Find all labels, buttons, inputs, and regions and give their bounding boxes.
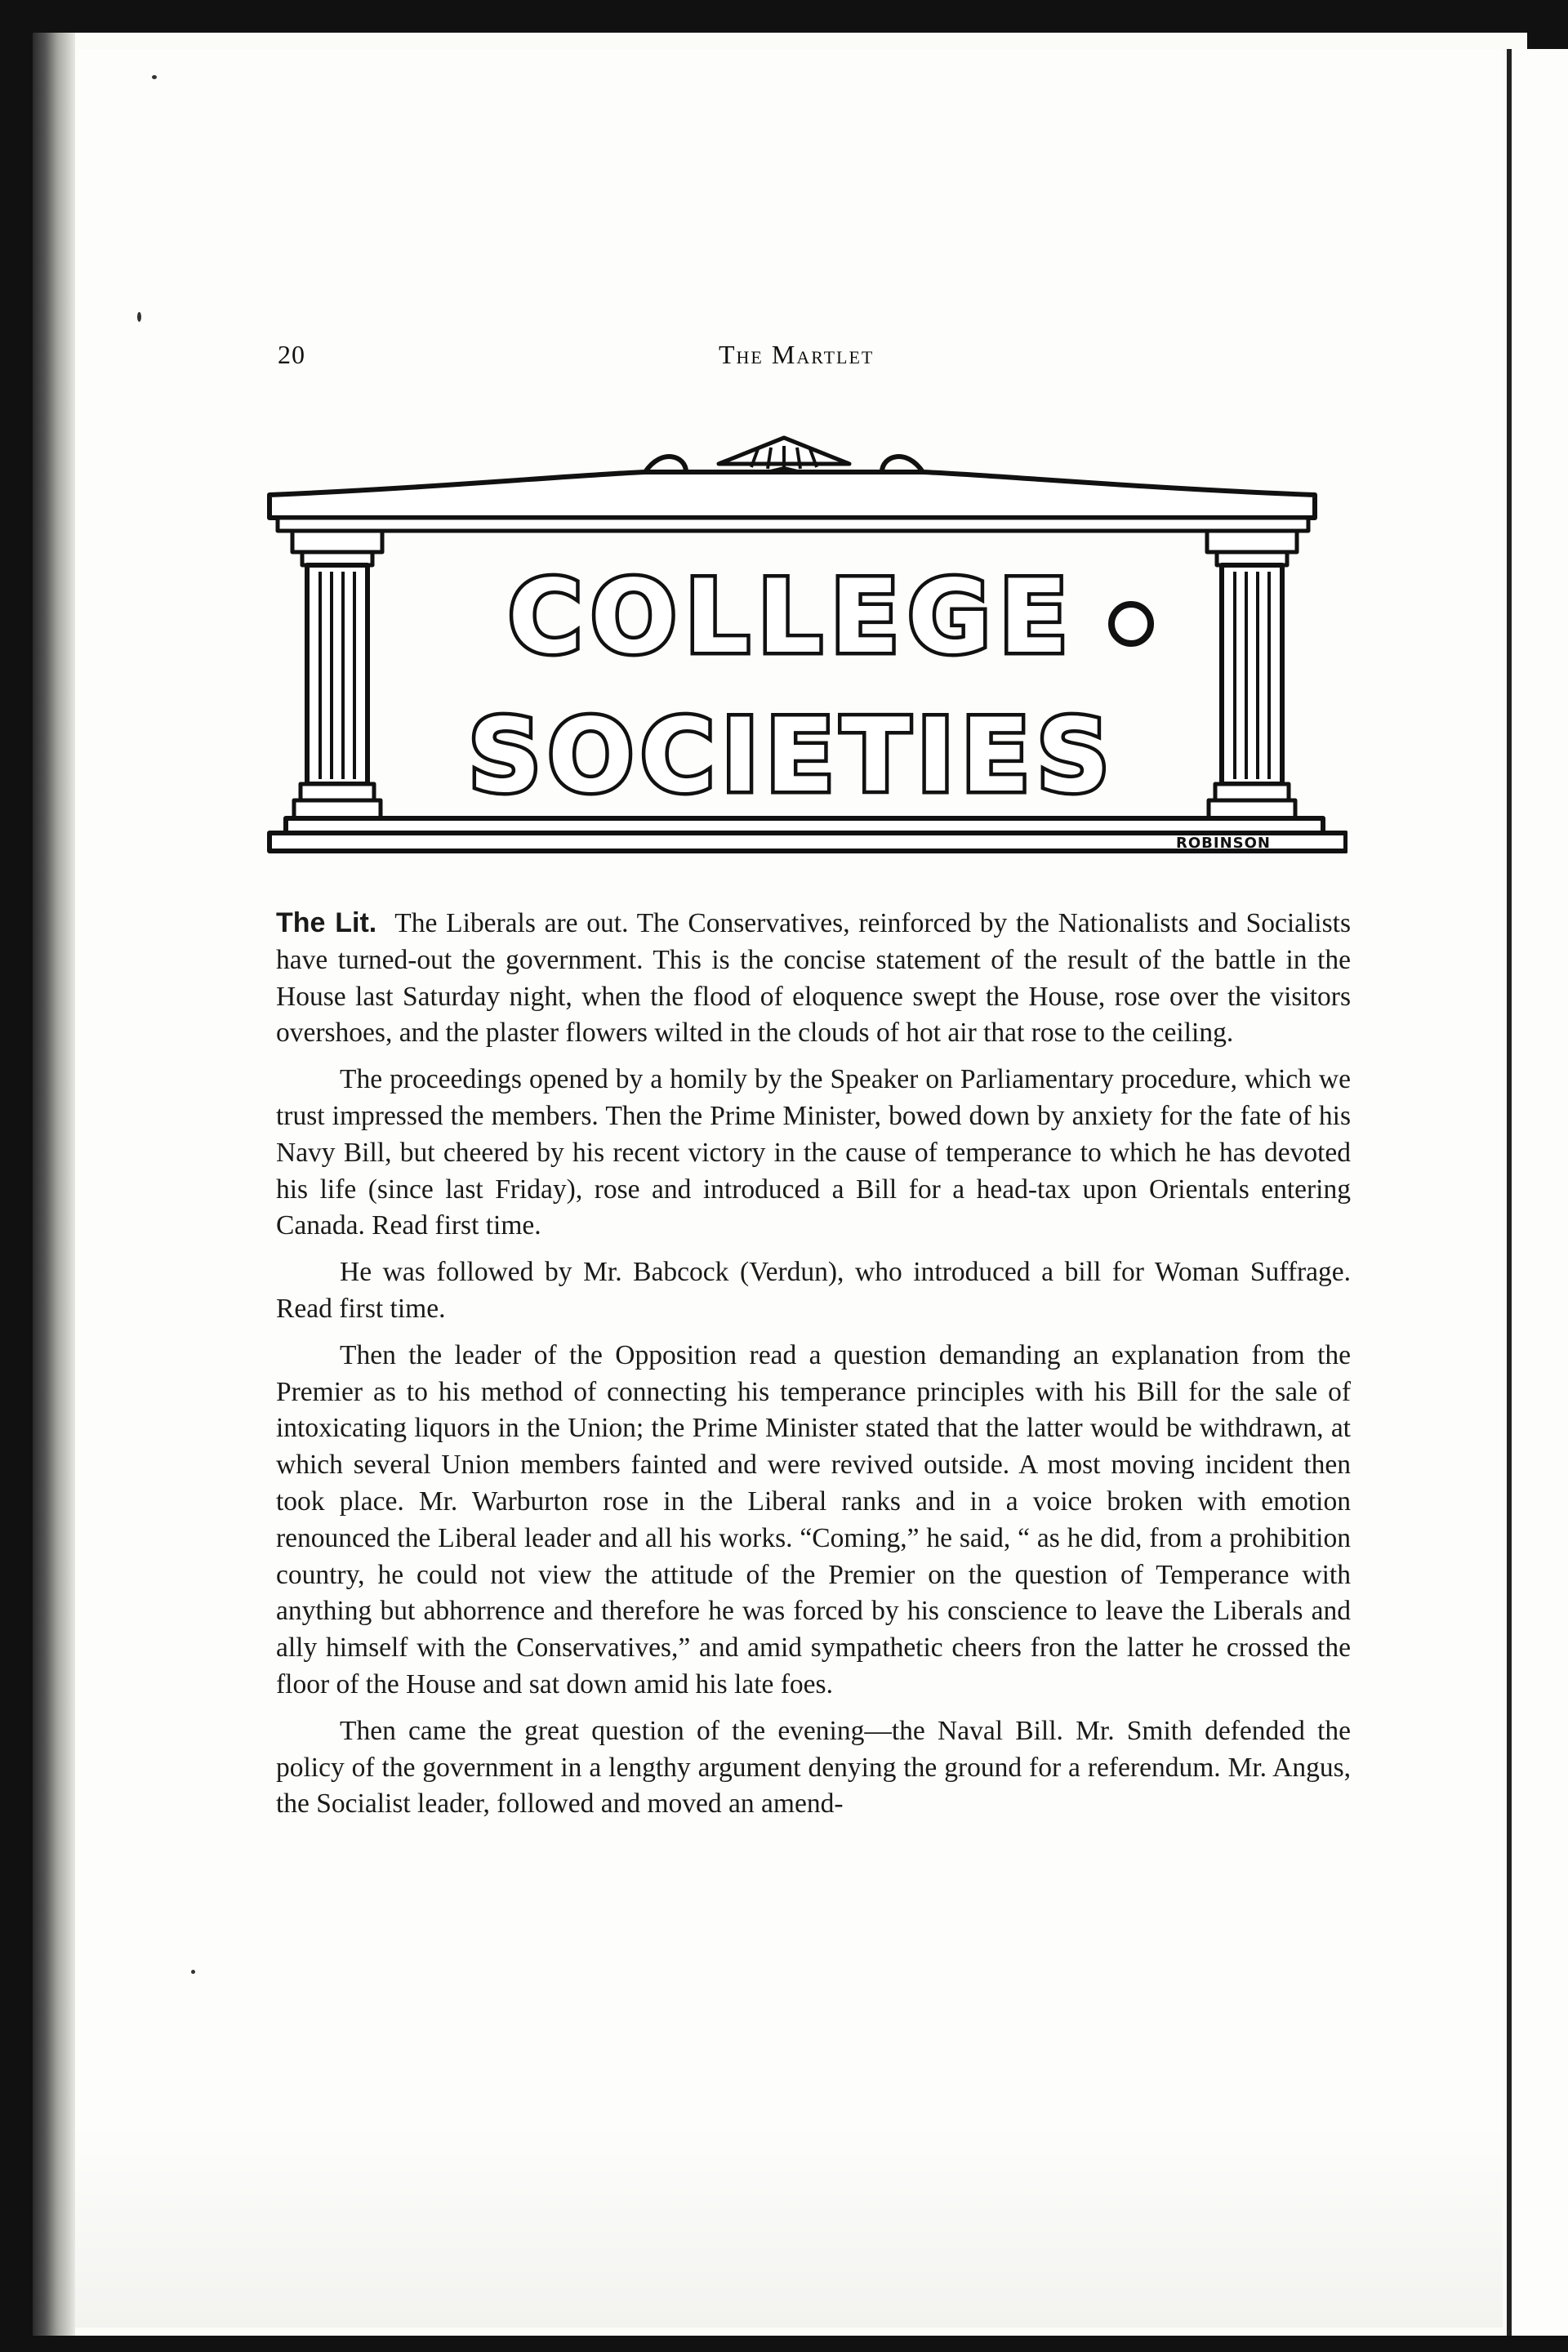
- dust-speck: [152, 75, 157, 79]
- page-number: 20: [278, 340, 305, 369]
- banner-ornament-dot: [1111, 604, 1151, 644]
- article-paragraph: [276, 905, 1351, 1052]
- article-paragraph: The proceedings opened by a homily by the Speaker on Parliamentary procedure, which we trust impressed the members. Then the Prime Minister, bowed down by anxiety for the fate of his Navy Bill, but cheered by his recent victory in the cause of temperance to which he has devoted his life (since last Friday), rose and introduced a Bill for a head-tax upon Orientals entering Canada. Read first time.: [276, 1064, 1351, 1241]
- banner-illustration: [261, 431, 1348, 864]
- page-left-edge: [33, 33, 75, 2336]
- college-societies-banner: [261, 431, 1348, 864]
- banner-title-line-1: COLLEGE: [508, 559, 1076, 676]
- section-heading: The Lit.: [276, 907, 377, 938]
- dust-speck: [191, 1970, 195, 1974]
- article-paragraph: Then the leader of the Opposition read a question demanding an explanation from the Premier as to his method of connecting his temperance principles with his Bill for the sale of intoxicating liquors in the Union; the Prime Minister stated that the latter would be withdrawn, at which several Union members fainted and were revived outside. A most moving incident then took place. Mr. Warburton rose in the Liberal ranks and in a voice broken with emotion renounced the Liberal leader and all his works. “Coming,” he said, “ as he did, from a prohibition country, he could not view the attitude of the Premier on the question of Temperance with anything but abhorrence and therefore he was forced by his conscience to leave the Liberals and ally himself with the Conservatives,” and amid sympathetic cheers fron the latter he crossed the floor of the House and sat down amid his late foes.: [276, 1339, 1351, 1699]
- page-shadow: [75, 2123, 1503, 2328]
- dust-speck: [137, 312, 141, 322]
- article-body: [276, 905, 1351, 1833]
- journal-title: The Martlet: [719, 340, 875, 369]
- running-head: [278, 340, 931, 381]
- next-page-edge: [1507, 49, 1568, 2336]
- article-paragraph: He was followed by Mr. Babcock (Verdun), who introduced a bill for Woman Suffrage. Read first time.: [276, 1257, 1351, 1324]
- paragraph-text: The Liberals are out. The Conservatives, reinforced by the Nationalists and Socialists have turned-out the government. This is the concise statement of the result of the battle in the House last Saturday night, when the flood of eloquence swept the House, rose over the visitors overshoes, and the plaster flowers wilted in the clouds of hot air that rose to the ceiling.: [276, 908, 1351, 1049]
- artist-signature: ROBINSON: [1176, 835, 1271, 852]
- article-paragraph: Then came the great question of the evening—the Naval Bill. Mr. Smith defended the policy of the government in a lengthy argument denying the ground for a referendum. Mr. Angus, the Socialist leader, followed and moved an amend-: [276, 1715, 1351, 1820]
- banner-title-line-2: SOCIETIES: [468, 697, 1116, 815]
